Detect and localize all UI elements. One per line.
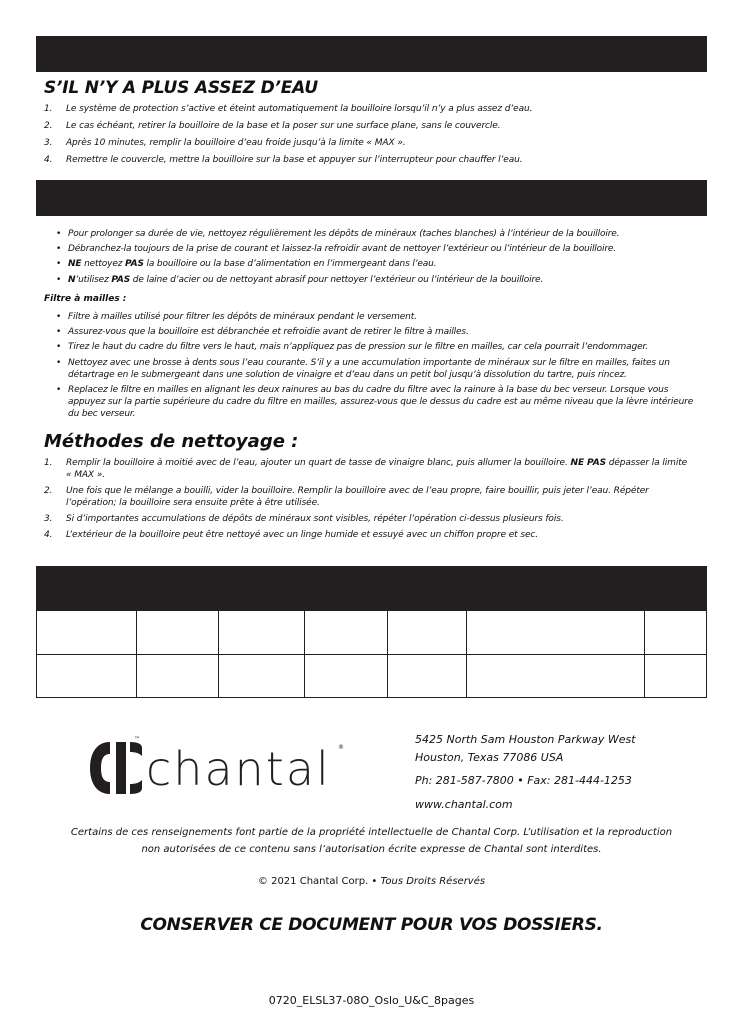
copyright: © 2021 Chantal Corp. • Tous Droits Réservés <box>257 876 486 887</box>
footer-code: 0720_ELSL37-08O_Oslo_U&C_8pages <box>268 994 475 1007</box>
list-item: 2. Le cas échéant, retirer la bouilloire de la base et la poser sur une surface plane, sans le couvercle. <box>44 121 501 131</box>
website[interactable]: www.chantal.com <box>415 798 513 811</box>
header-bar-2 <box>36 180 707 216</box>
methods-list <box>44 457 694 541</box>
header-bar-3 <box>36 566 707 610</box>
filter-bullets <box>44 311 704 421</box>
list-item: • Nettoyez avec une brosse à dents sous l’eau courante. S’il y a une accumulation importante de minéraux sur le filtre en mailles, faites un détartrage en le submergeant dans une solution de vinaigre et d’eau dans un petit bol jusqu’à dissolution du tartre, puis rincez. <box>44 357 704 381</box>
table-row <box>37 611 707 655</box>
list-item: 3. Après 10 minutes, remplir la bouilloire d’eau froide jusqu’à la limite « MAX ». <box>44 138 406 148</box>
legal-note: Certains de ces renseignements font partie de la propriété intellectuelle de Chantal Corp. L’utilisation et la reproduction non autorisées de ce contenu sans l’autorisation écrite expresse de Chantal sont interdites. <box>70 827 673 855</box>
header-bar-1 <box>36 36 707 72</box>
list-item: 1. Le système de protection s’active et éteint automatiquement la bouilloire lorsqu’il n’y a plus assez d’eau. <box>44 104 533 114</box>
list-item: • Pour prolonger sa durée de vie, nettoyez régulièrement les dépôts de minéraux (taches blanches) à l’intérieur de la bouilloire. <box>44 228 704 240</box>
empty-table <box>36 610 707 698</box>
list-item: • Tirez le haut du cadre du filtre vers le haut, mais n’appliquez pas de pression sur le filtre en mailles, car cela pourrait l’endommager. <box>44 341 704 353</box>
list-item: • Débranchez-la toujours de la prise de courant et laissez-la refroidir avant de nettoyer l’extérieur ou l’intérieur de la bouilloire. <box>44 243 704 255</box>
list-item: 2. Une fois que le mélange a bouilli, vider la bouilloire. Remplir la bouilloire avec de l’eau propre, faire bouillir, puis jeter l’eau. Répéter l’opération; la bouilloire sera ensuite prête à être utilisée. <box>44 486 649 508</box>
list-item: • NE nettoyez PAS la bouilloire ou la base d’alimentation en l’immergeant dans l’eau. <box>44 258 704 270</box>
list-item: • Replacez le filtre en mailles en alignant les deux rainures au bas du cadre du filtre avec la rainure à la base du bec verseur. Lorsque vous appuyez sur la partie supérieure du cadre du filtre en mailles, assurez-vous que le dessus du cadre est au même niveau que la lèvre intérieure du bec verseur. <box>44 384 704 421</box>
table-row <box>37 654 707 698</box>
keep-notice: CONSERVER CE DOCUMENT POUR VOS DOSSIERS. <box>140 915 603 935</box>
list-item: • N’utilisez PAS de laine d’acier ou de nettoyant abrasif pour nettoyer l’extérieur ou l’intérieur de la bouilloire. <box>44 274 704 286</box>
list-item: 3. Si d’importantes accumulations de dépôts de minéraux sont visibles, répéter l’opération ci-dessus plusieurs fois. <box>44 514 564 524</box>
filter-heading: Filtre à mailles : <box>44 294 127 304</box>
address-line-1: 5425 North Sam Houston Parkway West <box>415 733 636 746</box>
list-item: • Filtre à mailles utilisé pour filtrer les dépôts de minéraux pendant le versement. <box>44 311 704 323</box>
care-bullets <box>44 228 704 286</box>
methods-heading: Méthodes de nettoyage : <box>44 431 299 452</box>
water-steps-list <box>44 103 694 166</box>
chantal-logo: ™ chantal ® <box>88 736 348 800</box>
section-heading-water: S’IL N’Y A PLUS ASSEZ D’EAU <box>44 78 318 98</box>
list-item: 4. Remettre le couvercle, mettre la bouilloire sur la base et appuyer sur l’interrupteur pour chauffer l’eau. <box>44 155 523 165</box>
list-item: • Assurez-vous que la bouilloire est débranchée et refroidie avant de retirer le filtre à mailles. <box>44 326 704 338</box>
address-line-2: Houston, Texas 77086 USA <box>415 751 564 764</box>
phone-fax: Ph: 281-587-7800 • Fax: 281-444-1253 <box>415 774 632 787</box>
list-item: 1. Remplir la bouilloire à moitié avec de l’eau, ajouter un quart de tasse de vinaigre blanc, puis allumer la bouilloire. NE PAS dépasser la limite « MAX ». <box>44 458 688 480</box>
list-item: 4. L’extérieur de la bouilloire peut être nettoyé avec un linge humide et essuyé avec un chiffon propre et sec. <box>44 530 538 540</box>
